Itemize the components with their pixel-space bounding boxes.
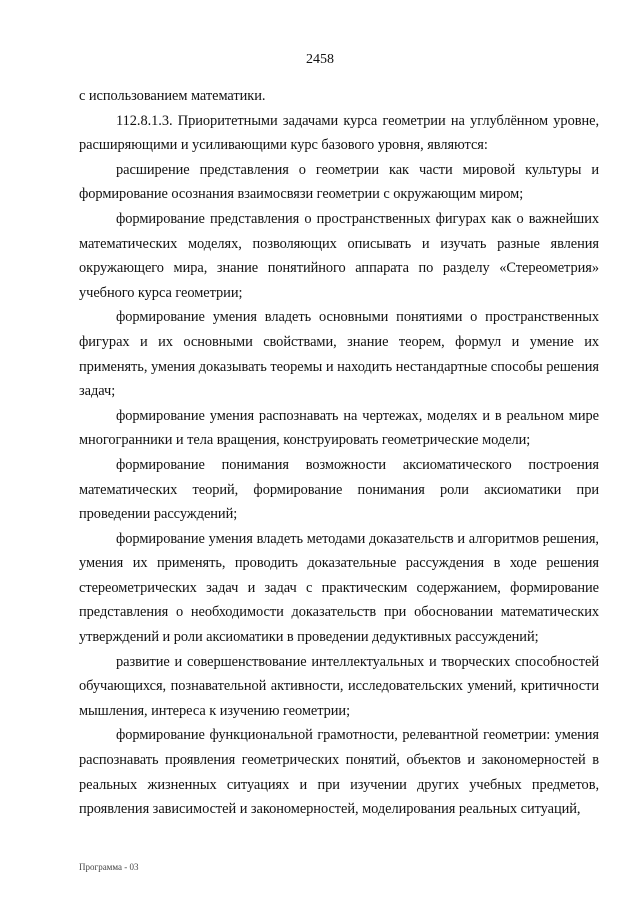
document-body — [79, 84, 599, 822]
paragraph-item: расширение представления о геометрии как части мировой культуры и формирование осознания взаимосвязи геометрии с окружающим миром; — [79, 161, 599, 203]
paragraph-item: формирование представления о пространственных фигурах как о важнейших математических моделях, позволяющих описывать и изучать разные явления окружающего мира, знание понятийного аппарата по разделу «Стереометрия» учебного курса геометрии; — [79, 210, 599, 301]
footer-note: Программа - 03 — [79, 862, 139, 872]
paragraph-item: формирование функциональной грамотности, релевантной геометрии: умения распознавать проявления геометрических понятий, объектов и закономерностей в реальных жизненных ситуациях и при изучении других учебных предметов, проявления зависимостей и закономерностей, моделирования реальных ситуаций, — [79, 727, 599, 818]
paragraph-item: формирование умения владеть основными понятиями о пространственных фигурах и их основными свойствами, знание теорем, формул и умение их применять, умения доказывать теоремы и находить нестандартные способы решения задач; — [79, 309, 599, 400]
paragraph-item: формирование умения владеть методами доказательств и алгоритмов решения, умения их применять, проводить доказательные рассуждения в ходе решения стереометрических задач и задач с практическим содержанием, формирование представления о необходимости доказательств при обосновании математических утверждений и роли аксиоматики в проведении дедуктивных рассуждений; — [79, 530, 599, 646]
page-number: 2458 — [306, 52, 334, 67]
paragraph-continuation: с использованием математики. — [79, 88, 266, 104]
paragraph-section-heading: 112.8.1.3. Приоритетными задачами курса геометрии на углублённом уровне, расширяющими и усиливающими курс базового уровня, являются: — [79, 112, 599, 154]
paragraph-item: формирование умения распознавать на чертежах, моделях и в реальном мире многогранники и тела вращения, конструировать геометрические модели; — [79, 407, 599, 449]
paragraph-item: развитие и совершенствование интеллектуальных и творческих способностей обучающихся, познавательной активности, исследовательских умений, критичности мышления, интереса к изучению геометрии; — [79, 653, 599, 719]
paragraph-item: формирование понимания возможности аксиоматического построения математических теорий, формирование понимания роли аксиоматики при проведении рассуждений; — [79, 456, 599, 523]
